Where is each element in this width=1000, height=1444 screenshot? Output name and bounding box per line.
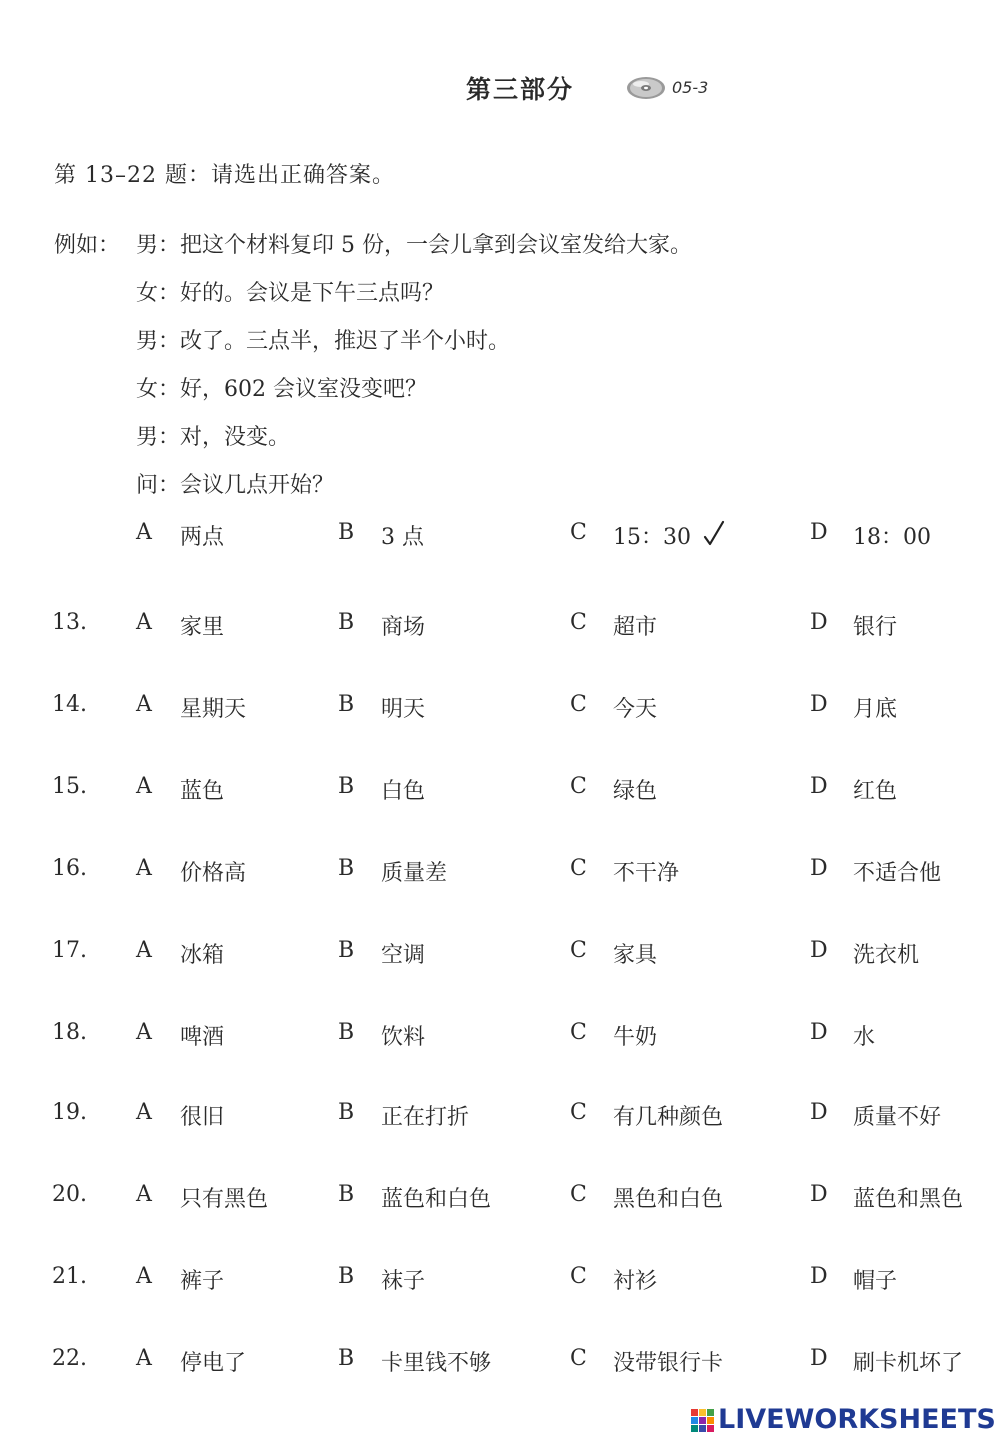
example-dialog-line: 女：好，602 会议室没变吧？ <box>136 377 427 402</box>
option-letter: D <box>810 692 828 717</box>
option-text: 蓝色和白色 <box>381 1187 492 1212</box>
option-letter: B <box>338 1100 355 1125</box>
audio-track-code: 05-3 <box>672 78 709 97</box>
option-text: 18：00 <box>853 525 931 550</box>
option-letter: D <box>810 520 828 545</box>
question-number: 17. <box>52 938 87 963</box>
option-text: 裤子 <box>180 1269 225 1294</box>
option-text: 水 <box>853 1025 876 1050</box>
question-number: 19. <box>52 1100 87 1125</box>
option-letter: B <box>338 856 355 881</box>
option-letter: B <box>338 1020 355 1045</box>
option-letter: B <box>338 938 355 963</box>
option-text: 衬衫 <box>613 1269 658 1294</box>
option-letter: A <box>136 1346 152 1371</box>
option-text: 今天 <box>613 697 658 722</box>
option-text: 刷卡机坏了 <box>853 1351 964 1376</box>
cd-disc-icon <box>626 72 668 102</box>
option-text: 不适合他 <box>853 861 942 886</box>
option-letter: C <box>570 1100 587 1125</box>
option-letter: C <box>570 1020 587 1045</box>
option-text: 牛奶 <box>613 1025 658 1050</box>
option-letter: D <box>810 774 828 799</box>
option-text: 正在打折 <box>381 1105 470 1130</box>
option-text: 质量不好 <box>853 1105 942 1130</box>
option-text: 超市 <box>613 615 658 640</box>
option-letter: D <box>810 610 828 635</box>
liveworksheets-branding <box>690 1404 996 1438</box>
option-letter: C <box>570 692 587 717</box>
option-text: 绿色 <box>613 779 658 804</box>
option-text: 红色 <box>853 779 898 804</box>
option-text: 家具 <box>613 943 658 968</box>
liveworksheets-logo-icon <box>690 1408 716 1434</box>
option-text: 很旧 <box>180 1105 225 1130</box>
example-dialog-line: 男：把这个材料复印 5 份，一会儿拿到会议室发给大家。 <box>136 233 692 258</box>
option-letter: D <box>810 1020 828 1045</box>
option-text: 蓝色和黑色 <box>853 1187 964 1212</box>
option-letter: A <box>136 1020 152 1045</box>
question-number: 20. <box>52 1182 87 1207</box>
option-letter: A <box>136 774 152 799</box>
option-letter: D <box>810 856 828 881</box>
option-text: 停电了 <box>180 1351 247 1376</box>
option-letter: C <box>570 1264 587 1289</box>
option-text: 3 点 <box>381 525 424 550</box>
option-text: 有几种颜色 <box>613 1105 724 1130</box>
instruction-text: 第 13–22 题：请选出正确答案。 <box>54 163 395 188</box>
option-letter: D <box>810 1182 828 1207</box>
option-text: 两点 <box>180 525 225 550</box>
option-text: 洗衣机 <box>853 943 920 968</box>
option-letter: A <box>136 520 152 545</box>
option-letter: B <box>338 692 355 717</box>
option-letter: B <box>338 1182 355 1207</box>
option-text: 白色 <box>381 779 426 804</box>
option-letter: D <box>810 938 828 963</box>
option-letter: D <box>810 1346 828 1371</box>
option-letter: C <box>570 520 587 545</box>
section-header <box>0 70 1000 110</box>
option-text: 帽子 <box>853 1269 898 1294</box>
option-letter: C <box>570 1182 587 1207</box>
option-letter: C <box>570 938 587 963</box>
option-letter: A <box>136 856 152 881</box>
option-text: 不干净 <box>613 861 680 886</box>
option-letter: A <box>136 1182 152 1207</box>
option-text: 明天 <box>381 697 426 722</box>
section-title: 第三部分 <box>466 75 575 104</box>
question-number: 15. <box>52 774 87 799</box>
option-letter: A <box>136 1264 152 1289</box>
option-letter: C <box>570 774 587 799</box>
option-text: 银行 <box>853 615 898 640</box>
option-letter: A <box>136 692 152 717</box>
option-text: 没带银行卡 <box>613 1351 724 1376</box>
question-number: 18. <box>52 1020 87 1045</box>
option-text: 啤酒 <box>180 1025 225 1050</box>
example-dialog-line: 女：好的。会议是下午三点吗？ <box>136 281 445 306</box>
option-text: 星期天 <box>180 697 247 722</box>
option-text: 蓝色 <box>180 779 225 804</box>
option-letter: A <box>136 938 152 963</box>
question-number: 22. <box>52 1346 87 1371</box>
question-number: 16. <box>52 856 87 881</box>
option-text-correct: 15：30 <box>613 525 691 550</box>
checkmark-icon <box>703 520 725 548</box>
option-letter: D <box>810 1264 828 1289</box>
option-text: 黑色和白色 <box>613 1187 724 1212</box>
option-text: 价格高 <box>180 861 247 886</box>
option-text: 袜子 <box>381 1269 426 1294</box>
option-letter: B <box>338 610 355 635</box>
option-letter: B <box>338 1264 355 1289</box>
liveworksheets-wordmark: LIVEWORKSHEETS <box>718 1404 996 1435</box>
option-text: 饮料 <box>381 1025 426 1050</box>
option-letter: B <box>338 1346 355 1371</box>
question-number: 21. <box>52 1264 87 1289</box>
option-letter: D <box>810 1100 828 1125</box>
option-text: 冰箱 <box>180 943 225 968</box>
example-question: 问：会议几点开始？ <box>136 473 335 498</box>
option-text: 月底 <box>853 697 898 722</box>
option-letter: C <box>570 610 587 635</box>
question-number: 13. <box>52 610 87 635</box>
option-letter: A <box>136 1100 152 1125</box>
question-number: 14. <box>52 692 87 717</box>
option-text: 商场 <box>381 615 426 640</box>
option-text: 家里 <box>180 615 225 640</box>
option-text: 空调 <box>381 943 426 968</box>
option-letter: C <box>570 856 587 881</box>
example-dialog-line: 男：改了。三点半，推迟了半个小时。 <box>136 329 511 354</box>
option-text: 质量差 <box>381 861 448 886</box>
option-letter: B <box>338 774 355 799</box>
option-text: 卡里钱不够 <box>381 1351 492 1376</box>
option-letter: C <box>570 1346 587 1371</box>
option-letter: B <box>338 520 355 545</box>
option-text: 只有黑色 <box>180 1187 269 1212</box>
example-label: 例如： <box>54 233 121 258</box>
option-letter: A <box>136 610 152 635</box>
example-dialog-line: 男：对，没变。 <box>136 425 291 450</box>
